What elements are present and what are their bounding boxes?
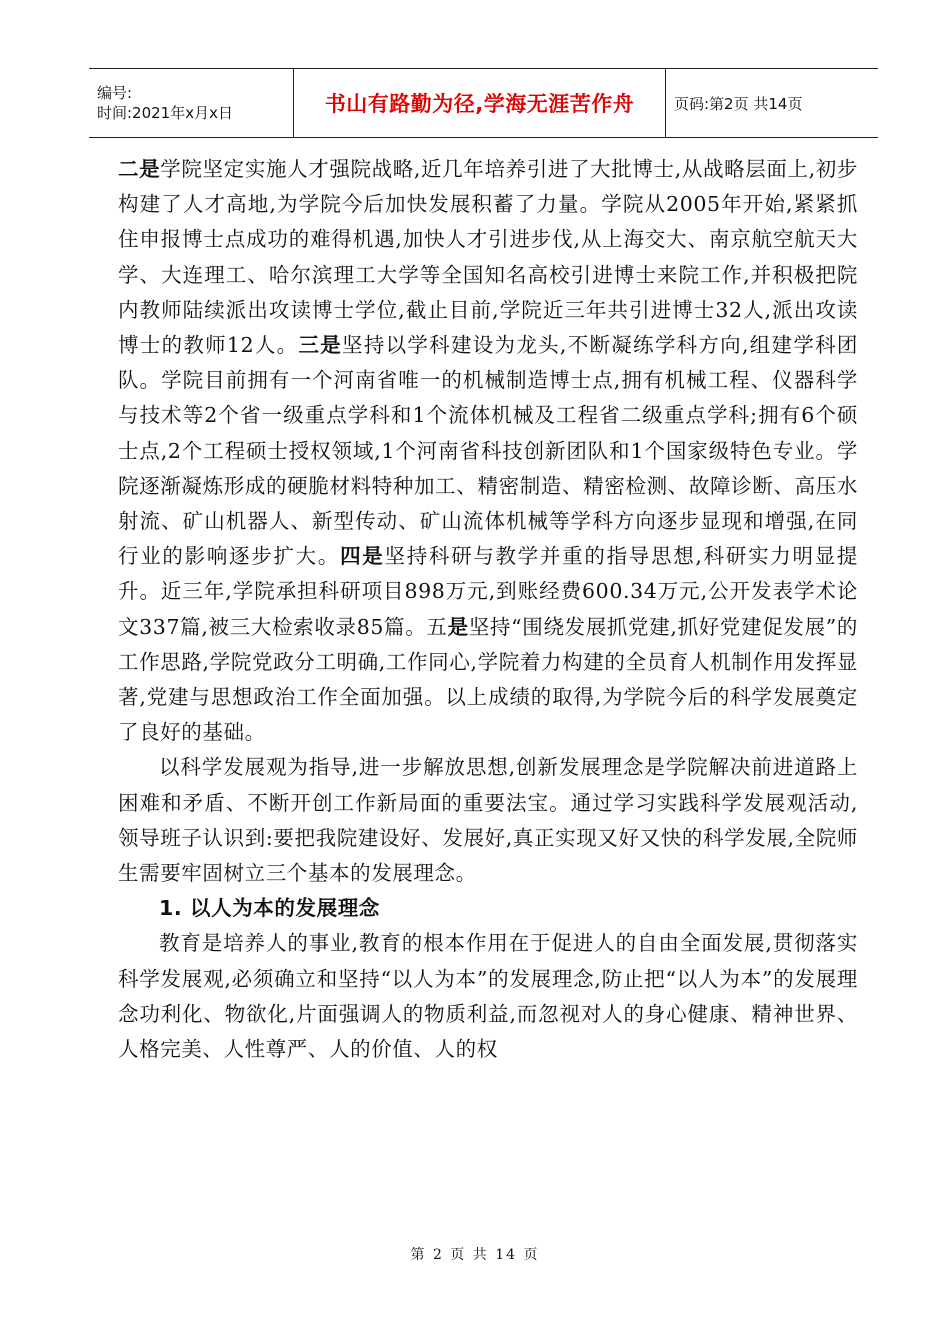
time-label: 时间:2021年x月x日 bbox=[97, 104, 233, 122]
document-body bbox=[118, 152, 858, 1067]
serial-label: 编号: bbox=[97, 84, 133, 102]
paragraph-education: 教育是培养人的事业,教育的根本作用在于促进人的自由全面发展,贯彻落实科学发展观,必须确立和坚持“以人为本”的发展理念,防止把“以人为本”的发展理念功利化、物欲化,片面强调人的物质利益,而忽视对人的身心健康、精神世界、人格完美、人性尊严、人的价值、人的权 bbox=[118, 931, 858, 1062]
paragraph-achievements bbox=[118, 152, 858, 750]
page-footer: 第 2 页 共 14 页 bbox=[410, 1247, 540, 1263]
paragraph-text: 坚持以学科建设为龙头,不断凝练学科方向,组建学科团队。学院目前拥有一个河南省唯一的机械制造博士点,拥有机械工程、仪器科学与技术等2个省一级重点学科和1个流体机械及工程省二级重点学科;拥有6个硕士点,2个工程硕士授权领域,1个河南省科技创新团队和1个国家级特色专业。学院逐渐凝炼形成的硬脆材料特种加工、精密制造、精密检测、故障诊断、高压水射流、矿山机器人、新型传动、矿山流体机械等学科方向逐步显现和增强,在同行业的影响逐步扩大。 bbox=[118, 333, 859, 569]
paragraph-text: 学院坚定实施人才强院战略,近几年培养引进了大批博士,从战略层面上,初步构建了人才高地,为学院今后加快发展积蓄了力量。学院从2005年开始,紧紧抓住申报博士点成功的难得机遇,加快人才引进步伐,从上海交大、南京航空航天大学、大连理工、哈尔滨理工大学等全国知名高校引进博士来院工作,并积极把院内教师陆续派出攻读博士学位,截止目前,学院近三年共引进博士32人,派出攻读博士的教师12人。 bbox=[118, 157, 859, 358]
lead-three: 三是 bbox=[298, 333, 343, 358]
section-heading: 1. 以人为本的发展理念 bbox=[159, 896, 380, 921]
lead-five: 是 bbox=[447, 614, 469, 639]
paragraph-guidance: 以科学发展观为指导,进一步解放思想,创新发展理念是学院解决前进道路上困难和矛盾、不断开创工作新局面的重要法宝。通过学习实践科学发展观活动,领导班子认识到:要把我院建设好、发展好,真正实现又好又快的科学发展,全院师生需要牢固树立三个基本的发展理念。 bbox=[118, 755, 858, 886]
header-meta bbox=[89, 69, 294, 138]
header-motto: 书山有路勤为径,学海无涯苦作舟 bbox=[294, 69, 666, 138]
paragraph-text: 坚持科研与教学并重的指导思想,科研实力明显提升。近三年,学院承担科研项目898万元,到账经费600.34万元,公开发表学术论文337篇,被三大检索收录85篇。五 bbox=[118, 544, 859, 639]
document-header bbox=[89, 68, 878, 138]
paragraph-text: 坚持“围绕发展抓党建,抓好党建促发展”的工作思路,学院党政分工明确,工作同心,学院着力构建的全员育人机制作用发挥显著,党建与思想政治工作全面加强。以上成绩的取得,为学院今后的科学发展奠定了良好的基础。 bbox=[118, 614, 858, 745]
header-page-label: 页码:第2页 共14页 bbox=[666, 69, 879, 138]
lead-four: 四是 bbox=[340, 544, 385, 569]
lead-two: 二是 bbox=[118, 157, 161, 181]
